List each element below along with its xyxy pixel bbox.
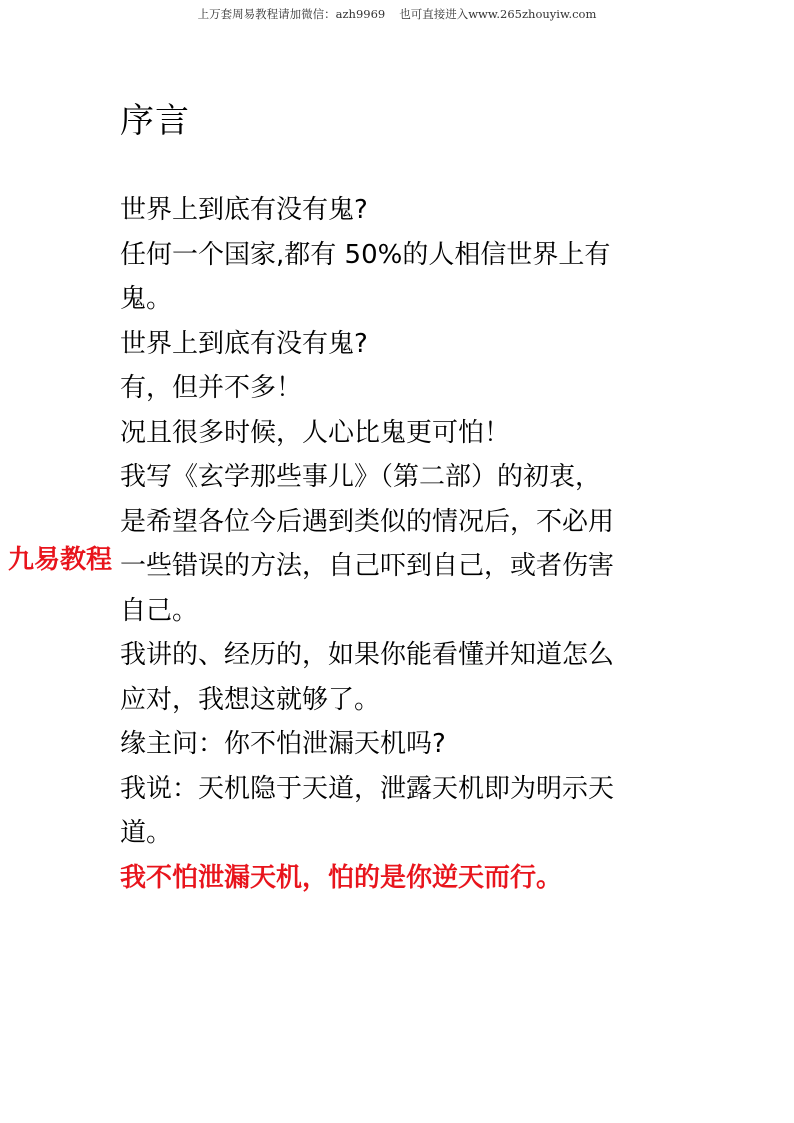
header-website-text: 也可直接进入www.265zhouyiw.com <box>399 7 597 21</box>
header-contact-text: 上万套周易教程请加微信：azh9969 <box>197 7 386 21</box>
body-line: 一些错误的方法，自己吓到自己，或者伤害 <box>120 551 615 581</box>
page-title: 序言 <box>120 101 190 141</box>
body-line: 有，但并不多！ <box>120 373 303 403</box>
body-line: 我说：天机隐于天道，泄露天机即为明示天 <box>120 773 615 804</box>
closing-emphasis-line: 我不怕泄漏天机，怕的是你逆天而行。 <box>120 862 563 893</box>
preface-body <box>120 188 690 900</box>
body-line: 自己。 <box>120 595 199 626</box>
body-line: 世界上到底有没有鬼? <box>120 195 368 225</box>
header-banner <box>0 6 794 22</box>
body-line: 况且很多时候，人心比鬼更可怕！ <box>120 417 511 448</box>
body-line: 缘主问：你不怕泄漏天机吗? <box>120 729 446 759</box>
body-line: 我写《玄学那些事儿》（第二部）的初衷， <box>120 462 602 492</box>
body-line: 世界上到底有没有鬼? <box>120 328 368 359</box>
body-line: 我讲的、经历的，如果你能看懂并知道怎么 <box>120 640 615 670</box>
body-line: 道。 <box>120 818 173 848</box>
body-line: 鬼。 <box>120 284 173 314</box>
body-line: 应对，我想这就够了。 <box>120 684 381 715</box>
body-line: 是希望各位今后遇到类似的情况后，不必用 <box>120 506 615 537</box>
watermark-logo: 九易教程 <box>4 540 116 580</box>
body-line: 任何一个国家,都有 50%的人相信世界上有 <box>120 239 611 270</box>
